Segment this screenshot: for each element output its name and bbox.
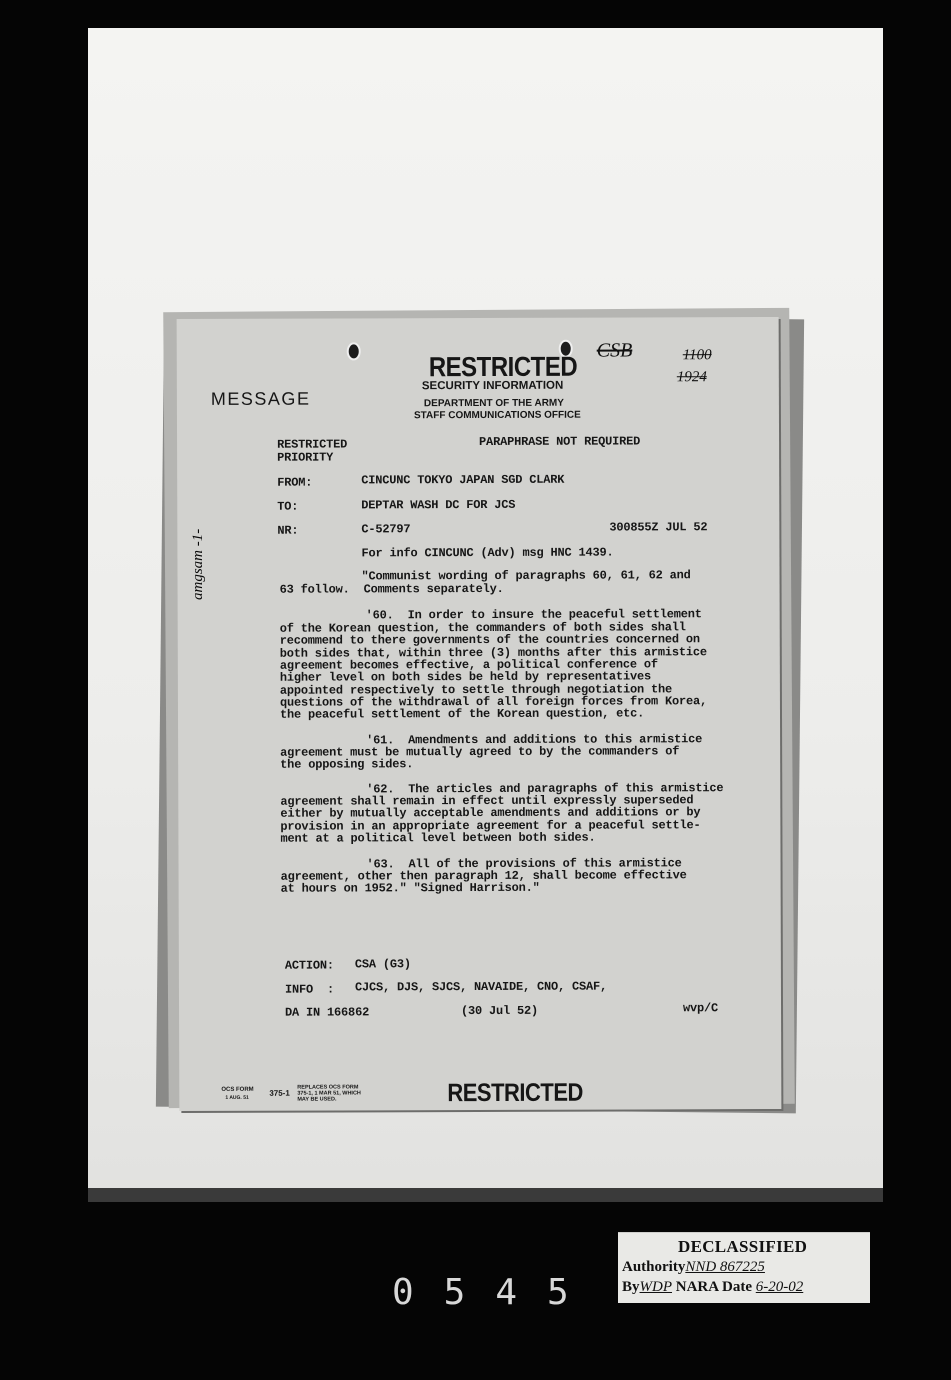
info-label: INFO : xyxy=(284,982,335,997)
handwritten-note-2: 1924 xyxy=(676,369,707,386)
text-line: '60. In order to insure the peaceful settlement xyxy=(365,607,702,623)
text-line: the opposing sides. xyxy=(280,757,414,772)
header-security: SECURITY INFORMATION xyxy=(421,379,564,393)
form-date: 1 AUG. 51 xyxy=(225,1094,249,1101)
handwritten-margin-note: amgsam -1- xyxy=(190,528,206,600)
handwritten-note-1: 1100 xyxy=(682,347,712,364)
intro-line-1: "Communist wording of paragraphs 60, 61, 62 and xyxy=(361,568,691,584)
declass-title: DECLASSIFIED xyxy=(678,1237,808,1256)
text-line: '61. Amendments and additions to this armistice xyxy=(366,732,703,748)
text-line: agreement, other then paragraph 12, shall become effective xyxy=(280,868,687,884)
text-line: questions of the withdrawal of all foreign forces from Korea, xyxy=(279,694,708,710)
to-label: TO: xyxy=(277,499,299,514)
declass-by-label: By xyxy=(622,1279,640,1295)
form-number: 375-1 xyxy=(269,1088,290,1098)
text-line: '63. All of the provisions of this armistice xyxy=(366,856,682,872)
declass-nara-label: NARA Date xyxy=(675,1279,753,1295)
declass-authority-value: NND 867225 xyxy=(685,1259,765,1275)
from-label: FROM: xyxy=(277,475,313,490)
declass-by-value: WDP xyxy=(639,1279,673,1295)
header-classification: RESTRICTED xyxy=(428,351,578,384)
from-value: CINCUNC TOKYO JAPAN SGD CLARK xyxy=(361,472,565,488)
date-time-group: 300855Z JUL 52 xyxy=(609,520,708,535)
punch-hole-left xyxy=(347,342,361,360)
scan-shadow xyxy=(88,1188,883,1202)
text-line: higher level on both sides be held by representatives xyxy=(279,669,651,685)
nr-value: C-52797 xyxy=(361,522,411,537)
received-date: (30 Jul 52) xyxy=(461,1003,539,1019)
text-line: agreement becomes effective, a political conference of xyxy=(279,657,658,673)
text-line: recommend to there governments of the countries concerned on xyxy=(279,632,700,648)
footer-classification: RESTRICTED xyxy=(447,1077,583,1107)
declassification-stamp xyxy=(618,1232,870,1303)
text-line: of the Korean question, the commanders of both sides shall xyxy=(279,620,686,636)
precedence-restricted: RESTRICTED xyxy=(277,437,348,452)
handwritten-initials: CSB xyxy=(596,339,633,362)
text-line: provision in an appropriate agreement for a peaceful settle- xyxy=(280,818,701,834)
operator-initials: wvp/C xyxy=(683,1001,719,1016)
form-replaces-2: 375-1, 1 MAR 51, WHICH xyxy=(297,1090,361,1097)
header-office: STAFF COMMUNICATIONS OFFICE xyxy=(413,409,581,422)
to-value: DEPTAR WASH DC FOR JCS xyxy=(361,497,516,513)
info-value: CJCS, DJS, SJCS, NAVAIDE, CNO, CSAF, xyxy=(354,979,608,995)
text-line: '62. The articles and paragraphs of this armistice xyxy=(366,781,724,797)
action-label: ACTION: xyxy=(284,958,334,973)
precedence-priority: PRIORITY xyxy=(277,450,334,465)
doc-type-title: MESSAGE xyxy=(210,388,311,409)
text-line: the peaceful settlement of the Korean question, etc. xyxy=(279,706,645,722)
message-sheet xyxy=(177,317,782,1111)
microfilm-frame-number: 0545 xyxy=(392,1272,599,1313)
form-label: OCS FORM xyxy=(221,1086,254,1093)
text-line: both sides that, within three (3) months after this armistice xyxy=(279,645,707,661)
form-replaces-1: REPLACES OCS FORM xyxy=(297,1084,359,1091)
intro-line-2: 63 follow. Comments separately. xyxy=(279,581,504,597)
text-line: either by mutually acceptable amendments and additions or by xyxy=(280,805,701,821)
declass-authority-label: Authority xyxy=(622,1259,686,1275)
declass-by-line xyxy=(622,1279,803,1296)
paraphrase-notice: PARAPHRASE NOT REQUIRED xyxy=(479,434,641,449)
declass-authority-line xyxy=(622,1259,765,1276)
header-department: DEPARTMENT OF THE ARMY xyxy=(423,397,564,410)
text-line: agreement must be mutually agreed to by the commanders of xyxy=(280,744,680,760)
da-in-number: DA IN 166862 xyxy=(285,1005,370,1020)
action-value: CSA (G3) xyxy=(354,957,411,972)
text-line: agreement shall remain in effect until expressly superseded xyxy=(280,793,694,809)
declass-date-value: 6-20-02 xyxy=(755,1279,804,1295)
text-line: appointed respectively to settle through negotiation the xyxy=(279,682,673,698)
form-replaces-3: MAY BE USED. xyxy=(297,1096,337,1103)
text-line: ment at a political level between both sides. xyxy=(280,830,596,846)
nr-label: NR: xyxy=(277,523,299,538)
info-reference: For info CINCUNC (Adv) msg HNC 1439. xyxy=(361,545,614,561)
text-line: at hours on 1952." "Signed Harrison." xyxy=(280,880,540,896)
